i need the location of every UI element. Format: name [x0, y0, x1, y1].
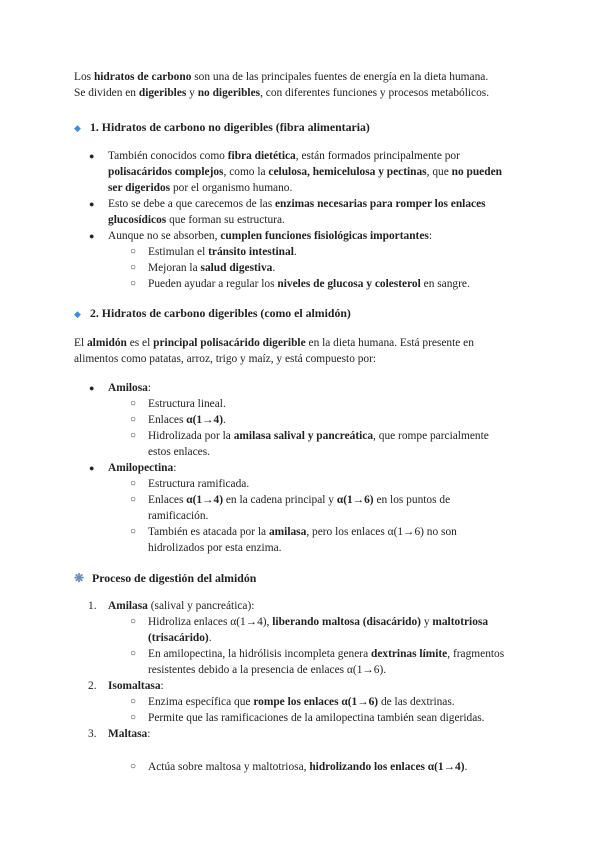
circle-bullet-icon: ○	[130, 526, 137, 537]
sub-list-item: ○ Pueden ayudar a regular los niveles de glucosa y colesterol en sangre.	[130, 278, 470, 290]
sub-list-item: ○ Permite que las ramificaciones de la amilopectina también sean digeridas.	[130, 712, 485, 724]
circle-bullet-icon: ○	[130, 478, 137, 489]
circle-bullet-icon: ○	[130, 648, 137, 659]
circle-bullet-icon: ○	[130, 494, 137, 505]
sub-list-item: ○ También es atacada por la amilasa, pero los enlaces α(1→6) no son hidrolizados por esta enzima.	[130, 526, 457, 554]
list-item: ● Aunque no se absorben, cumplen funciones fisiológicas importantes:	[89, 230, 432, 242]
section-2-intro: El almidón es el principal polisacárido digerible en la dieta humana. Está presente en alimentos como patatas, arroz, trigo y maíz, y está compuesto por:	[74, 337, 474, 365]
section-3-list	[74, 598, 534, 742]
gear-icon: ❋	[74, 571, 85, 585]
sub-list-item: ○ Mejoran la salud digestiva.	[130, 262, 276, 274]
sub-list-item: ○ Estimulan el tránsito intestinal.	[130, 246, 297, 258]
section-2-list	[74, 380, 534, 556]
sub-list-item: ○ En amilopectina, la hidrólisis incompleta genera dextrinas límite, fragmentos resistentes debido a la presencia de enlaces α(1→6).	[130, 648, 505, 676]
diamond-icon: ◆	[74, 123, 81, 133]
list-item-isomaltasa: 2. Isomaltasa:	[88, 680, 164, 692]
section-2-heading: ◆ 2. Hidratos de carbono digeribles (como el almidón)	[74, 306, 351, 320]
sub-list-item: ○ Enlaces α(1→4) en la cadena principal y α(1→6) en los puntos de ramificación.	[130, 494, 451, 522]
circle-bullet-icon: ○	[130, 414, 137, 425]
section-3-heading: ❋ Proceso de digestión del almidón	[74, 571, 257, 585]
circle-bullet-icon: ○	[130, 278, 137, 289]
circle-bullet-icon: ○	[130, 398, 137, 409]
sub-list-item: ○ Enlaces α(1→4).	[130, 414, 226, 426]
circle-bullet-icon: ○	[130, 761, 137, 772]
diamond-icon: ◆	[74, 309, 81, 319]
list-item-amilosa: ● Amilosa:	[89, 382, 152, 394]
circle-bullet-icon: ○	[130, 696, 137, 707]
section-1-heading: ◆ 1. Hidratos de carbono no digeribles (fibra alimentaria)	[74, 120, 370, 134]
list-item-amilopectina: ● Amilopectina:	[89, 462, 177, 474]
bullet-icon: ●	[89, 231, 95, 241]
list-item-amilasa: 1. Amilasa (salival y pancreática):	[88, 600, 255, 612]
list-item: ● También conocidos como fibra dietética, están formados principalmente por polisacáridos complejos, como la celulosa, hemicelulosa y pectinas, que no pueden ser digeridos por el organismo humano.	[89, 150, 502, 194]
circle-bullet-icon: ○	[130, 616, 137, 627]
bullet-icon: ●	[89, 151, 95, 161]
section-3-maltasa-sublist	[74, 759, 534, 775]
bullet-icon: ●	[89, 199, 95, 209]
sub-list-item: ○ Estructura ramificada.	[130, 478, 250, 490]
list-item: ● Esto se debe a que carecemos de las enzimas necesarias para romper los enlaces glucosídicos que forman su estructura.	[89, 198, 486, 226]
list-item-maltasa: 3. Maltasa:	[88, 728, 151, 740]
intro-paragraph: Los hidratos de carbono son una de las principales fuentes de energía en la dieta humana. Se dividen en digeribles y no digeribles, con diferentes funciones y procesos metabólicos.	[74, 71, 490, 99]
sub-list-item: ○ Actúa sobre maltosa y maltotriosa, hidrolizando los enlaces α(1→4).	[130, 761, 468, 773]
circle-bullet-icon: ○	[130, 712, 137, 723]
sub-list-item: ○ Enzima específica que rompe los enlaces α(1→6) de las dextrinas.	[130, 696, 455, 708]
bullet-icon: ●	[89, 383, 95, 393]
section-1-list	[74, 148, 534, 292]
circle-bullet-icon: ○	[130, 262, 137, 273]
sub-list-item: ○ Estructura lineal.	[130, 398, 226, 410]
circle-bullet-icon: ○	[130, 430, 137, 441]
bullet-icon: ●	[89, 463, 95, 473]
sub-list-item: ○ Hidrolizada por la amilasa salival y pancreática, que rompe parcialmente estos enlaces.	[130, 430, 489, 458]
sub-list-item: ○ Hidroliza enlaces α(1→4), liberando maltosa (disacárido) y maltotriosa (trisacárido).	[130, 616, 489, 644]
circle-bullet-icon: ○	[130, 246, 137, 257]
